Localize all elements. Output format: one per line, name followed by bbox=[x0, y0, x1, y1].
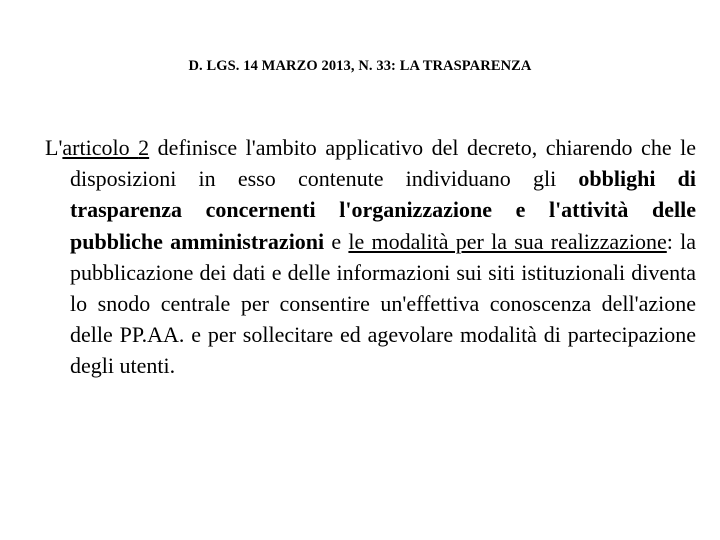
text-segment: definisce l'ambito applicativo del decreto, chiarendo che le disposizioni in esso contenute individuano gli bbox=[70, 135, 696, 192]
article-number-link[interactable]: 2 bbox=[138, 135, 150, 160]
body-paragraph bbox=[45, 132, 696, 382]
bold-segment: obblighi di trasparenza concernenti l'organizzazione e l'attività delle pubbliche amministrazioni bbox=[70, 166, 696, 254]
articolo-link[interactable]: articolo bbox=[62, 135, 139, 160]
underlined-segment: le modalità per la sua realizzazione bbox=[348, 228, 667, 254]
text-segment: L' bbox=[45, 135, 63, 160]
text-segment: e bbox=[324, 228, 349, 254]
slide-title: D. LGS. 14 MARZO 2013, N. 33: LA TRASPARENZA bbox=[188, 58, 532, 74]
text-segment: : la pubblicazione dei dati e delle informazioni sui siti istituzionali diventa lo snodo centrale per consentire un'effettiva conoscenza dell'azione delle PP.AA. e per sollecitare ed agevolare modalità di partecipazione degli utenti. bbox=[70, 228, 697, 379]
